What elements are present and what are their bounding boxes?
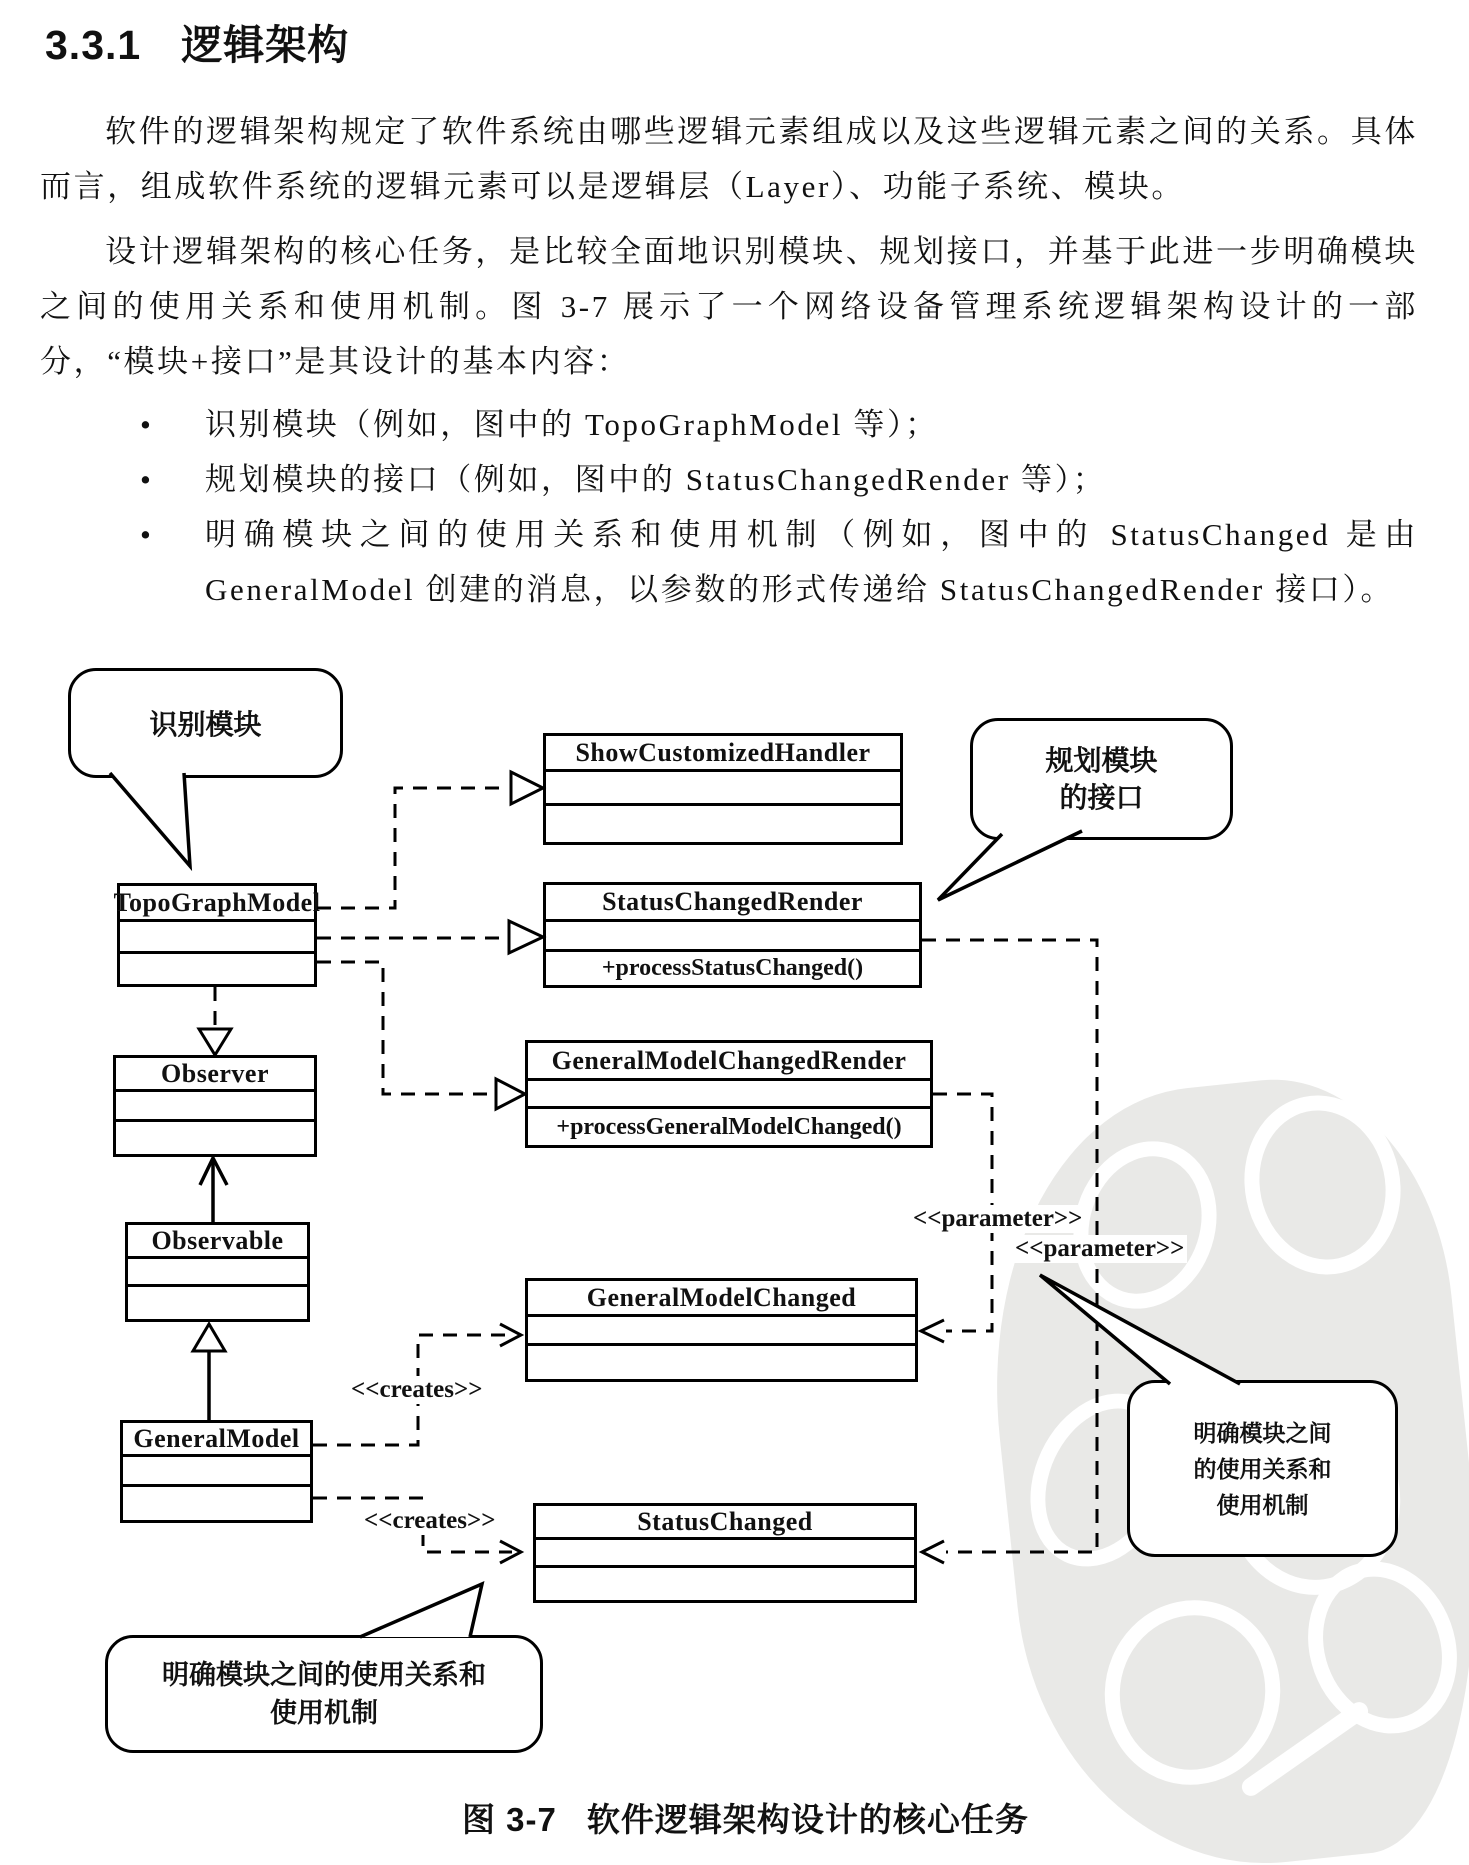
dashed-line-topo-showcustomizedhandler (317, 788, 509, 908)
class-name: GeneralModelChanged (528, 1281, 915, 1317)
callout-clarify-relations-right (1127, 1380, 1398, 1557)
hollow-triangle-icon (193, 1324, 225, 1351)
class-attributes (120, 922, 314, 954)
class-operation: +processGeneralModelChanged() (556, 1113, 902, 1140)
callout-text: 的接口 (1059, 782, 1144, 813)
class-name: TopoGraphModel (120, 886, 314, 922)
class-topographmodel (113, 883, 321, 987)
bullet-list (40, 397, 1418, 617)
class-generalmodelchanged (525, 1278, 918, 1382)
class-name: Observable (128, 1225, 307, 1259)
bullet-icon: • (140, 462, 154, 497)
callout-plan-interfaces (970, 718, 1233, 840)
class-statuschanged (533, 1503, 917, 1603)
hollow-triangle-icon (496, 1079, 525, 1109)
section-title: 逻辑架构 (181, 22, 350, 68)
class-operation: +processStatusChanged() (601, 955, 864, 981)
dashed-line-topo-generalmodelchangedrender (317, 962, 494, 1094)
class-name: GeneralModelChangedRender (528, 1043, 930, 1081)
class-operations (536, 1568, 914, 1600)
class-attributes (536, 1540, 914, 1568)
callout-text: 识别模块 (149, 709, 262, 740)
class-attributes (528, 1317, 915, 1346)
callout-text: 规划模块 (1045, 745, 1158, 776)
bullet-text: 明确模块之间的使用关系和使用机制（例如，图中的 StatusChanged 是由 GeneralModel 创建的消息，以参数的形式传递给 StatusChangedRender 接口）。 (205, 517, 1418, 607)
class-operations (128, 1287, 307, 1319)
class-name: GeneralModel (123, 1423, 310, 1457)
list-item (40, 507, 1418, 617)
bullet-icon: • (140, 517, 154, 552)
paragraph: 设计逻辑架构的核心任务，是比较全面地识别模块、规划接口，并基于此进一步明确模块之间的使用关系和使用机制。图 3-7 展示了一个网络设备管理系统逻辑架构设计的一部分，“模块+接口”是其设计的基本内容： (40, 234, 1418, 379)
class-attributes (528, 1081, 930, 1109)
stereotype-parameter: <<parameter>> (1012, 1235, 1187, 1263)
callout-text: 使用机制 (1216, 1491, 1309, 1518)
figure-caption (462, 1794, 1029, 1841)
class-statuschangedrender (543, 882, 922, 988)
callout-tail-clarify-bottom (360, 1584, 482, 1637)
class-attributes (546, 772, 900, 806)
class-attributes (123, 1457, 310, 1487)
class-name: StatusChangedRender (546, 885, 919, 922)
class-operations (120, 954, 314, 984)
class-attributes (546, 922, 919, 952)
class-attributes (116, 1092, 314, 1122)
callout-text: 明确模块之间 (1193, 1419, 1332, 1446)
stereotype-parameter: <<parameter>> (910, 1205, 1085, 1233)
class-generalmodelchangedrender (525, 1040, 933, 1148)
bullet-text: 规划模块的接口（例如，图中的 StatusChangedRender 等）； (205, 462, 1107, 497)
class-showcustomizedhandler (543, 733, 903, 845)
stereotype-creates: <<creates>> (348, 1376, 485, 1404)
open-arrowhead-icon (500, 1541, 521, 1563)
class-operations (546, 806, 900, 842)
bullet-icon: • (140, 407, 154, 442)
hollow-triangle-icon (509, 921, 543, 953)
section-heading (45, 12, 349, 71)
class-attributes (128, 1259, 307, 1287)
hollow-triangle-icon (511, 772, 543, 804)
open-arrowhead-icon (500, 1324, 521, 1346)
class-observable (125, 1222, 310, 1322)
callout-clarify-relations-bottom (105, 1635, 543, 1753)
callout-identify-modules (68, 668, 343, 778)
class-observer (113, 1055, 317, 1157)
class-name: Observer (116, 1058, 314, 1092)
list-item (40, 397, 1418, 452)
stereotype-creates: <<creates>> (361, 1507, 498, 1535)
open-arrowhead-icon (200, 1158, 227, 1185)
class-operations (116, 1122, 314, 1154)
body-text (40, 104, 1418, 617)
callout-tail-identify (110, 773, 190, 866)
bullet-text: 识别模块（例如，图中的 TopoGraphModel 等）； (205, 407, 939, 442)
class-operations (123, 1487, 310, 1520)
open-arrowhead-icon (922, 1541, 944, 1563)
figure-caption-text: 软件逻辑架构设计的核心任务 (586, 1801, 1029, 1838)
class-name: ShowCustomizedHandler (546, 736, 900, 772)
class-generalmodel (120, 1420, 313, 1523)
paragraph: 软件的逻辑架构规定了软件系统由哪些逻辑元素组成以及这些逻辑元素之间的关系。具体而言，组成软件系统的逻辑元素可以是逻辑层（Layer）、功能子系统、模块。 (40, 114, 1418, 204)
figure-caption-label: 图 3-7 (462, 1801, 557, 1838)
hollow-triangle-icon (199, 1029, 231, 1055)
class-name: StatusChanged (536, 1506, 914, 1540)
callout-text: 使用机制 (270, 1698, 378, 1728)
class-operations (528, 1346, 915, 1379)
callout-tail-plan (938, 831, 1082, 900)
section-number: 3.3.1 (45, 22, 142, 68)
list-item (40, 452, 1418, 507)
callout-text: 的使用关系和 (1193, 1455, 1332, 1482)
open-arrowhead-icon (921, 1320, 944, 1342)
callout-text: 明确模块之间的使用关系和 (162, 1660, 486, 1690)
